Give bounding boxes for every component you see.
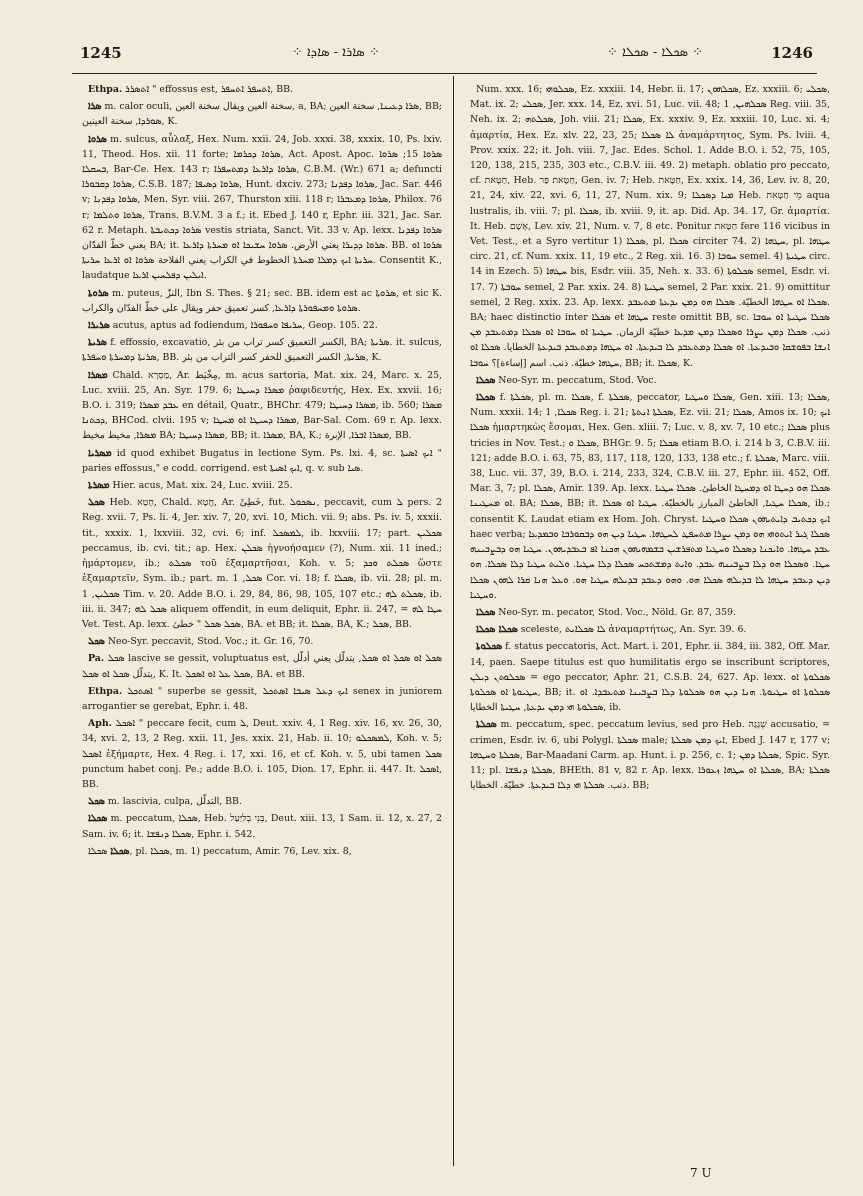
left-entry bbox=[82, 286, 442, 316]
entry-text: f. ܣܟܠܬܐ, pl. m. ܣܟܠܐ, f. ܣܟܠܬܐ, peccator, ܣܟܠܐ ܘܚܛܝܐ, Gen. xiii. 13; ܣܟܠܐ, Num. xxxii. 14; ܣܟܠܐ, 1 Reg. i. 21; ܣܟܠܬܐ ܐܢܬܬܐ, Ez. vii. 21; ܣܟܠܐ, Amos ix. 10; ܐܝܟ ܣܟܠܐ ἡμαρτηκὼς ἔσομαι, Hex. Gen. xliii. 7; Luc. v. 8, xv. 7, 10 etc.; ܣܟܠܐ plus tricies in Nov. Test.; ܣܟܠܐ ܘ, BHGr. 9. 5; ܣܟܠܐ etiam B.O. i. 214 b 3, C.B.V. iii. 121; adde B.O. i. 63, 75, 83, 117, 118, 120, 133, 138 etc.; f. ܣܟܠܬܐ, Marc. viii. 38, Luc. vii. 37, 39, B.O. i. 214, 233, 324, C.B.V. iii. 27, Ephr. iii. 452, Off. Mar. 3, 7; pl. ܣܟܠܐ, Amir. 139. Ap. lexx. ܣܟܠܐ ܗܘ ܕܚܛܐ ܐܘ ܕܡܚܛܐ الخاطئ. ܣܟܠܐ ܚܛܝܐ ܐܘ ܡܚܛܝܢܐ. BA; ܣܟܠܐ, BB; it. ܣܟܠܐ ܚܛܝܐ, الخاطئ المبارز بالخطيّة. ܚܛܝܐ ܐܘ ܣܟܠܐ, ib.; consentit K. Laudat etiam ex Hom. Joh. Chryst. ܐܝܟ ܕܟܬܝܒ ܕܐܝܬܝܗܘܢ ܣܟܠܐ ܘܚܛܝܐ haec verba; ܣܟܠܐ ܓܝܪ ܐܝܬܘܗܝ ܗܘ ܕܡܢ ܝܨܪܐ ܡܬܚܦܛ ܠܚܛܗܐ. ܚܛܝܐ ܕܝܢ ܗܘ ܕܒܩܘܪܒܐ ܘܒܡܕܥܐ ܥܒܕ ܚܛܗܐ. ܘܐܝܟܢܐ ܕܣܟܠܐ ܘܚܛܝܐ ܡܬܦܪܫܝܢ ܒܫܡܗܝܗܘܢ ܗܟܢܐ ܐܦ ܒܥܒܕܝܗܘܢ. ܚܛܝܐ ܗܘ ܕܒܨܒܝܢܗ ܚܛܐ. ܘܣܟܠܐ ܗܘ ܕܠܐ ܒܨܒܝܢܗ ܥܒܕ. ܘܐܝܬ ܕܡܫܬܟܚ ܣܟܠܐ ܕܠܐ ܚܛܝܐ. ܘܠܝܬ ܚܛܝܐ ܕܠܐ ܣܟܠܐ. ܗܘ ܕܝܢ ܕܥܒܕ ܚܛܗܐ ܠܐ ܒܕܝܠܗ ܣܟܠܐ ܗܘ. ܘܗܘ ܕܥܒܕ ܒܕܝܠܗ ܚܛܝܐ ܗܘ. ܘܥܠ ܗܢܐ ܩܪܐ ܠܗܘܢ ܣܟܠܐ ܘܚܛܝܐ. bbox=[470, 392, 831, 601]
entry-lemma: ܡܣܪܬܐ bbox=[88, 480, 110, 492]
left-entry bbox=[82, 495, 442, 632]
left-entry bbox=[82, 99, 442, 129]
entry-lemma: ܣܟܠ bbox=[88, 636, 105, 648]
entry-text: ܐܬܣܪܪ " effossus est, ܐܬܚܦܪ ܐܬܚܦܪ, BB. bbox=[125, 84, 293, 95]
entry-text: Heb. חָטָא, Chald. חֲטָא, Ar. خَطِئَ, fut. ܢܣܟܘܠ, peccavit, cum ܠ pers. 2 Reg. xvii. 7, Ps. li. 4, Jer. xiv. 7, 20, xvi. 10, Mich. vii. 9; abs. Ps. iv. 5, xxxii. tit., xxxix. 1, lxxviii. 32, cvi. 6; inf. ܠܡܣܟܠ, ib. lxxviii. 17; part. ܣܟܠܝܢ peccamus, ib. cvi. tit.; ap. Hex. ܣܟܠܢ ἡγνοήσαμεν (?), Num. xii. 11 ined.; ἡμάρτομεν, ib.; ܣܟܠܬ τοῦ ἐξαμαρτῆσαι, Koh. v. 5; ܣܟܠܬ ܘܟܕ ὥστε ἐξαμαρτεῖν, Sym. ib.; part. m. ܣܟܠ, 1 Cor. vi. 18; f. ܣܟܠܐ, ib. vii. 28; pl. m. ܣܟܠܝܢ, 1 Tim. v. 20. Adde B.O. i. 29, 84, 86, 98, 105, 107 etc.; ܣܟܠܬ ܠܗ, ib. iii. ii. 347; ܣܟܠ ܠܗ aliquem offendit, in eum deliquit, Ephr. ii. 247, = ܚܛܐ ܠܗ Vet. Test. Ap. lexx. ܣܟܠ ܣܟܠ " خطئ, BA. et BB; it. ܣܟܠܐ, BA, K.; ܣܟܠ, BB. bbox=[82, 497, 443, 630]
entry-text: acutus, aptus ad fodiendum, ܚܪܝܦܐ ܘܚܦܘܪܐ, Geop. 105. 22. bbox=[112, 320, 378, 332]
signature-mark: 7 U bbox=[690, 1166, 712, 1180]
right-entry bbox=[470, 605, 830, 620]
left-entry bbox=[82, 335, 442, 365]
entry-text: id quod exhibet Bugatus in lectione Sym. Ps. lxi. 4, sc. ܐܝܟ ܐܣܝܬܐ " paries effossus," e codd. corrigend. est ܐܝܟ ܐܣܝܬܐ, q. v. sub ܣܝܐ. bbox=[82, 447, 442, 474]
entry-text: m. lascivia, culpa, التدلّل, BB. bbox=[107, 796, 242, 808]
entry-text: Neo-Syr. m. pecator, Stod. Voc., Nöld. Gr. 87, 359. bbox=[498, 606, 736, 618]
right-running-title: ⁘ ܣܟܠܐ - ܣܟܠܐ ⁘ bbox=[607, 45, 704, 60]
right-entry bbox=[470, 717, 830, 793]
left-entry bbox=[82, 651, 442, 681]
entry-text: Hier. acus, Mat. xix. 24, Luc. xviii. 25. bbox=[112, 480, 293, 492]
entry-text: f. effossio, excavatio, الكسر التعميق كسر تراب من بئر, BA; ܣܪܝܬܐ. it. sulcus, ܣܪܝܬܐ ܕܡܚܪܬܐ ܘܚܦܪܬܐ, BB. ܣܪܝܬܐ, الكسر التعميق للحفر كسر التراب من بئر, K. bbox=[82, 337, 442, 364]
entry-lemma: ܡܣܪܝܐ bbox=[88, 447, 112, 459]
entry-text: m. puteus, النزّ, Ibn S. Thes. § 21; sec. BB. idem est ac ܣܪܘܬܐ, et sic K. ܣܪܘܬܐ ܘܡܚܦܘܪܬܐ ܕܐܪܥܐ, كسر تعميق حفر ويقال على خطّ الفدّان والكراب. bbox=[82, 287, 443, 314]
entry-lemma: Ethpa. bbox=[88, 685, 123, 697]
entry-text: ܐܣܬܟܠ " superbe se gessit, ܐܝܟ ܕܥܠ ܣܝܒܐ ܐܣܬܟܠ senex in juniorem arrogantier se gerebat, Ephr. i. 48. bbox=[82, 685, 442, 712]
entry-text: Num. xxx. 16; ܣܟܠܘܗܝ, Ez. xxxiii. 14, Hebr. ii. 17; ܣܟܠܗܘܢ, Ez. xxxiii. 6; ܣܟܠܝ, Mat. ix. 2; ܣܟܠܝ, Jer. xxx. 14, Ez. xvi. 51, Luc. vii. 48; ܣܟܠܗܝܢ, 1 Reg. viii. 35, Neh. ix. 2; ܣܟܠܬܗ, Joh. viii. 21; ܣܟܠܐ, Ex. xxxiv. 9, Ez. xxxiii. 10, Luc. xi. 4; ἁμαρτία, Hex. Ez. xlv. 22, 23, 25; ܠܐ ܣܟܠܐ ἀναμάρτητος, Sym. Ps. lviii. 4, Prov. xxix. 22; it. Joh. viii. 7, Jac. Edes. Schol. 1. Adde B.O. i. 52, 75, 105, 120, 138, 215, 235, 303 etc., C.B.V. iii. 49. 2) metaph. oblatio pro peccato, cf. חַטָּאת, Heb. חַטָּאת פַּר, Gen. iv. 7; Heb. חַטָּאת, Ex. xxix. 14, 36, Lev. iv. 8, 20, 21, 24, xiv. 22, xvi. 6, 11, 27, Num. xix. 9; ܡܝܐ ܕܣܟܠܐ Heb. מֵי חַטָּאת aqua lustralis, ib. viii. 7; pl. ܣܟܠܐ, ib. xviii. 9, it. ap. Did. Ap. 34. 17, Gr. ἁμαρτία. It. Heb. אָשָׁם, Lev. xiv. 21, Num. v. 7, 8 etc. Ponitur חַטָּאת fere 116 vicibus in Vet. Test., et a Syro vertitur 1) ܣܟܠܐ, pl. ܣܟܠܐ circiter 74. 2) ܚܛܗܐ, pl. ܚܛܗܐ circ. 21, cf. Num. xxix. 11, 19 etc., 2 Reg. xii. 16. 3) ܚܘܒܐ semel. 4) ܚܛܝܬܐ circ. 14 in Ezech. 5) ܚܛܗܐ bis, Esdr. viii. 35, Neh. x. 33. 6) ܣܟܠܘܬܐ semel, Esdr. vi. 17. 7) ܚܘܒܬܐ semel, 2 Par. xxix. 24. 8) ܚܛܝܬܐ semel, 2 Par. xxix. 21. 9) omittitur semel, 2 Reg. xxix. 23. Ap. lexx. ܣܟܠܐ ܐܘ ܚܛܗܐ الخطيّة. ܣܟܠܐ ܗܘ ܕܡܢ ܝܕܥܬܐ ܡܬܥܒܕ. BA; haec distinctio inter ܣܟܠܐ et ܚܛܗܐ reste omittit BB, sc. ܣܟܠܐ ܚܛܝܬܐ ܐܘ ܚܘܒܐ ذنب. ܣܟܠܐ ܕܡܢ ܝܨܪܐ ܘܣܟܠܐ ܕܡܢ ܡܕܥܐ خطيّة الزمان. ܚܛܝܬܐ ܐܘ ܚܘܒܐ ܐܘ ܣܟܠܐ ܕܡܬܥܒܕ ܡܢ ܐܢܫܐ ܒܦܘܫܩܐ ܘܒܝܕܥܬܐ. ܐܘ ܣܟܠܐ ܕܡܬܥܒܕ ܠܐ ܒܝܕܥܬܐ. ܐܘ ܚܛܗܐ ܕܡܬܥܒܕ ܒܝܕܥܬܐ الخطايا. ܣܟܠܐ ܐܘ ܚܛܗܐ خطيّة. ذنب. اسم [إساءة]؟ ܚܘܒܐ, BB; it. ܣܟܠܐ, K. bbox=[470, 84, 831, 369]
entry-lemma: ܣܟܠܐ bbox=[476, 392, 496, 404]
left-entry bbox=[82, 716, 442, 792]
entry-text: m. peccatum, spec. peccatum levius, sed pro Heb. שְׁגָגָה accusatio, = crimen, Esdr. iv. 6, ubi Polygl. ܣܟܠܬܐ male; ܐܝܟ ܕܡܢ ܣܟܠܬܐ, Ebed J. 147 r, 177 v; ܣܟܠܬܐ ܘܚܛܗܐ, Bar-Maadani Carm. ap. Hunt. i. p. 256, c. 1; ܣܟܠܬܐ ܕܡܢ, Spic. Syr. 11; pl. ܣܟܠܬܐ ܕܢܦܫܐ, BHEth. 81 v, 82 r. Ap. lexx. ܣܟܠܬܐ ܐܘ ܚܛܗܐ ܙܥܘܪܐ, BA; ܣܟܠܬܐ ذنب. ܣܟܠܬܐ ܗܝ ܕܠܐ ܒܝܕܥܬܐ. خطيّة. الخطايا. BB; bbox=[470, 719, 830, 792]
left-entry bbox=[82, 634, 442, 649]
left-entry bbox=[82, 684, 442, 714]
entry-lemma: ܣܟܠܐ bbox=[88, 813, 108, 825]
entry-lemma: ܣܟܠܬܐ bbox=[476, 719, 497, 731]
entry-lemma: ܣܟܠܐ bbox=[476, 374, 496, 386]
right-entry bbox=[470, 390, 830, 603]
entry-text: sceleste, ܠܐ ܣܟܠܐܝܬ ἀναμαρτήτως, An. Syr. 39. 6. bbox=[520, 624, 747, 636]
page-header bbox=[72, 40, 817, 66]
entry-lemma: ܣܟܠ bbox=[88, 497, 105, 509]
entry-text: m. calor oculi, سخنة العين ويقال سخنة العين, a, BA; ܣܪܐ ܕܥܝܢܐ, سخنة العين, BB; ܣܘܪܕܐ, سخنة العينين, K. bbox=[82, 101, 442, 128]
entry-lemma: ܣܪܐ bbox=[88, 101, 102, 113]
left-page-number: 1245 bbox=[80, 44, 122, 62]
entry-text: f. status peccatoris, Act. Mart. i. 201, Ephr. ii. 384, iii. 382, Off. Mar. 14, paen. Saepe titulus est quo humilitatis ergo se inscribunt scriptores, ܣܟܠܘܬܢ ܕܝܠܢ = ego peccator, Aphr. 21, C.S.B. 24, 627. Ap. lexx. ܣܟܠܘܬܐ ܐܘ ܚܛܝܘܬܐ ܐܘ ܣܟܠܘܬܐ, BB; it. ܣܟܠܘܬܐ ܐܘ ܚܛܝܘܬܐ. ܗܢܐ ܕܝܢ ܗܘ ܣܟܠܘܬܐ ܕܠܐ ܒܨܒܝܢܐ ܡܬܥܒܕܐ. ܐܘ ܣܟܠܘܬܐ ܗܝ ܕܡܢ ܝܕܥܬܐ, ܚܛܝܬܐ الخطايا, ib. bbox=[470, 641, 830, 714]
entry-lemma: ܡܣܪܐ bbox=[88, 369, 108, 381]
entry-text: m. peccatum, ܣܟܠܐ, Heb. בְּנֵי בְלִיַּעַל, Deut. xiii. 13, 1 Sam. ii. 12, x. 27, 2 Sam. iv. 6; it. ܣܟܠܐ ܕܢܦܫܐ, Ephr. i. 542. bbox=[82, 813, 442, 840]
left-entry bbox=[82, 794, 442, 809]
right-column bbox=[470, 82, 830, 793]
entry-lemma: ܣܟܠܐ ܣܟܠܐ bbox=[476, 624, 518, 636]
left-entry bbox=[82, 811, 442, 841]
right-entry bbox=[470, 622, 830, 637]
entry-text: Neo-Syr. peccavit, Stod. Voc.; it. Gr. 16, 70. bbox=[107, 636, 314, 648]
left-entry bbox=[82, 318, 442, 333]
entry-lemma: ܣܪܝܬܐ bbox=[88, 337, 107, 349]
entry-text: Chald. מַסְרָא, Ar. مِخْيَط, m. acus sartoria, Mat. xix. 24, Marc. x. 25, Luc. xviii. 25, An. Syr. 179. 6; ܡܣܪܐ ܕܚܝܛܐ ῥαφιδευτής, Hex. Ex. xxvii. 16; B.O. i. 319; ܥܒܕ ܡܣܪܐ en détail, Quatr., BHChr. 479; ܡܣܪܐ ܕܚܝܛܐ, ib. 560; ܡܣܪܐ ܕܟܬܢܐ, BHCod. clvii. 195 v; ܡܣܪܐ ܕܚܝܛܐ ܐܘ ܡܚܛܐ, Bar-Sal. Com. 69 r. Ap. lexx. ܡܣܪܐ, مخيط مخيط BA; ܡܣܪܐ ܕܚܝܛܐ, BB; it. ܡܣܪܐ, BA, K.; ܡܣܪܐ ܐܒܪܐ, الإبرة, BB. bbox=[82, 369, 443, 442]
left-entry bbox=[82, 82, 442, 97]
entry-text: m. sulcus, αὖλαξ, Hex. Num. xxii. 24, Job. xxxi. 38, xxxix. 10, Ps. lxiv. 11, Theod. Hos. xii. 11 forte; ܣܪܘܐ ܕܟܪܡܐ, Act. Apost. Apoc. ܣܪܘܐ 15; ܣܪܘܐ ܒܚܩܠܐ, Bar-Ce. Hex. 143 r; ܣܪܘܐ ܕܐܪܥܐ ܕܡܬܚܦܪܐ, C.B.M. (Wr.) 671 a; defuncti ܣܪܘܐ ܕܩܒܘܪܐ, C.S.B. 187; ܣܪܘܐ ܕܣܝܦܐ, Hunt. dxciv. 273; ܣܪܘܐ ܕܦܕܢܐ, Jac. Sar. 446 v; ܣܪܘܐ ܕܦܕܢܐ, Men. Syr. viii. 267, Thurston xiii. 118 r; ܣܪܘܐ ܕܡܥܒܪܐ, Philox. 76 r; ܣܪܘܐ ܘܬܠܡܐ, Trans. B.V.M. 3 a f.; it. Ebed J. 140 r, Ephr. iii. 321, Jac. Sar. 62 r. Metaph. ܣܪܘܐ ܕܟܬܝܒܬܐ vestis striata, Sanct. Vit. 33 v. Ap. lexx. ܣܪܘܐ ܕܦܕܢܐ يعني خطّ الفدّان BA; it. ܣܪܘܐ ܕܕܝܪܐ يعني الأرض. ܣܪܘܐ ܚܫܝܟܐ ܐܘ ܡܚܪܬܐ ܕܐܪܥܐ. BB. ܣܪܘܐ ܐܘ ܚܪܝܬܐ ܐܝܟ ܕܡܠܐ ܡܚܪܬܐ الخطوط في الكراب يعني الفلاحة ܣܪܘܐ ܐܘ ܐܪܥܐ ܚܪܝܬܐ. Consentit K., laudatque ܐܝܠܝܢ ܕܦܠܚܝܢ ܐܪܥܐ. bbox=[82, 133, 443, 282]
right-entry bbox=[470, 639, 830, 715]
left-entry bbox=[82, 368, 442, 444]
entry-lemma: ܣܟܠܐ bbox=[110, 845, 130, 857]
entry-lemma: Pa. bbox=[88, 653, 105, 665]
left-entry bbox=[82, 844, 442, 859]
entry-lemma: ܣܟܠܘܬܐ bbox=[476, 641, 503, 653]
entry-text: ܐܣܟܠ " peccare fecit, cum ܠ, Deut. xxiv. 4, 1 Reg. xiv. 16, xv. 26, 30, 34, xvi. 2, 13, 2 Reg. xxii. 11, Jes. xxix. 21, Hab. ii. 10; ܠܡܣܟܠܘ, Koh. v. 5; ܐܣܟܠ ἐξήμαρτε, Hex. 4 Reg. i. 17, xxi. 16, et cf. Koh. v. 5, ubi tamen ܣܟܠ punctum habet conj. Pe.; adde B.O. i. 105, Dion. 17, Ephr. ii. 447. It. ܐܣܟܠ, BB. bbox=[82, 718, 443, 790]
entry-lemma: Aph. bbox=[88, 718, 112, 730]
entry-lemma: ܣܪܝܪܐ bbox=[88, 320, 110, 332]
entry-lemma: ܣܪܘܬܐ bbox=[88, 287, 109, 299]
right-entry bbox=[470, 82, 830, 371]
entry-text: ܣܟܠ lascive se gessit, voluptuatus est, ܣܟܠ ܐܘ ܣܟܠ ܐܘ ܣܟܠ, يتدلّل يعني أدلّل يتدلّل ܣܟܠ ܐܘ ܣܟܠ, K. It. ܣܟܠ ܥܠ ܐܘ ܐܣܟܠ, BA. et BB. bbox=[82, 653, 442, 680]
right-entry bbox=[470, 373, 830, 388]
left-entry bbox=[82, 478, 442, 493]
entry-lemma: ܣܪܘܐ bbox=[88, 133, 107, 145]
entry-lemma: Ethpa. bbox=[88, 84, 123, 95]
column-divider bbox=[453, 76, 454, 1166]
entry-text: ܣܟܠܐ, pl. ܣܟܠܐ, m. 1) peccatum, Amir. 76, Lev. xix. 8, bbox=[88, 845, 352, 857]
entry-lemma: ܣܟܠܐ bbox=[476, 606, 496, 618]
right-page-number: 1246 bbox=[771, 44, 813, 62]
left-running-title: ⁘ ܣܐܪܐ - ܣܐܕܐ ⁘ bbox=[292, 45, 380, 60]
header-rule bbox=[72, 73, 817, 74]
left-column bbox=[82, 82, 442, 859]
left-entry bbox=[82, 132, 442, 284]
entry-text: Neo-Syr. m. peccatum, Stod. Voc. bbox=[498, 374, 657, 386]
left-entry bbox=[82, 446, 442, 476]
entry-lemma: ܣܟܠ bbox=[88, 796, 105, 808]
